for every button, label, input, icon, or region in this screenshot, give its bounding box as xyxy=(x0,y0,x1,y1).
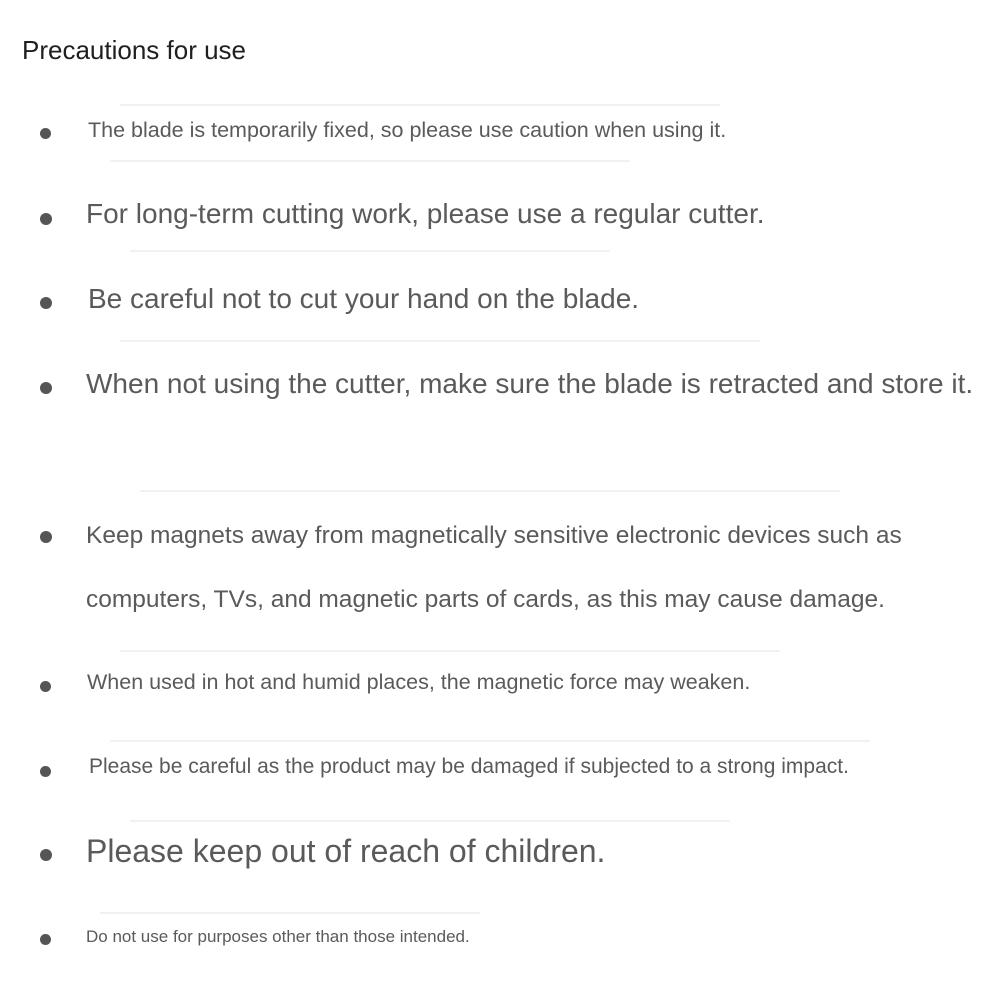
background-texture xyxy=(120,340,760,342)
background-texture xyxy=(110,740,870,742)
page-title: Precautions for use xyxy=(22,35,247,65)
bullet-icon xyxy=(40,382,52,394)
list-item-text: For long-term cutting work, please use a regular cutter. xyxy=(86,198,765,229)
bullet-icon xyxy=(40,531,52,543)
bullet-icon xyxy=(40,849,52,861)
background-texture xyxy=(140,490,840,492)
list-item-text: Be careful not to cut your hand on the blade. xyxy=(88,283,640,314)
bullet-icon xyxy=(40,128,51,139)
background-texture xyxy=(120,104,720,106)
bullet-icon xyxy=(40,213,52,225)
bullet-icon xyxy=(40,297,52,309)
background-texture xyxy=(130,820,730,822)
list-item-text: Keep magnets away from magnetically sensitive electronic devices such as computers, TVs, and magnetic parts of cards, as this may cause damage. xyxy=(86,522,902,613)
list-item-text: The blade is temporarily fixed, so please use caution when using it. xyxy=(88,118,727,142)
background-texture xyxy=(100,912,480,914)
bullet-icon xyxy=(40,766,51,777)
background-texture xyxy=(110,160,630,162)
list-item-text: When not using the cutter, make sure the blade is retracted and store it. xyxy=(86,368,974,399)
list-item-text: Do not use for purposes other than those intended. xyxy=(86,927,470,946)
list-item-text: When used in hot and humid places, the magnetic force may weaken. xyxy=(87,670,751,694)
list-item-text: Please be careful as the product may be damaged if subjected to a strong impact. xyxy=(89,755,849,778)
bullet-icon xyxy=(40,934,51,945)
bullet-icon xyxy=(40,681,51,692)
background-texture xyxy=(130,250,610,252)
background-texture xyxy=(120,650,780,652)
list-item-text: Please keep out of reach of children. xyxy=(86,833,606,869)
